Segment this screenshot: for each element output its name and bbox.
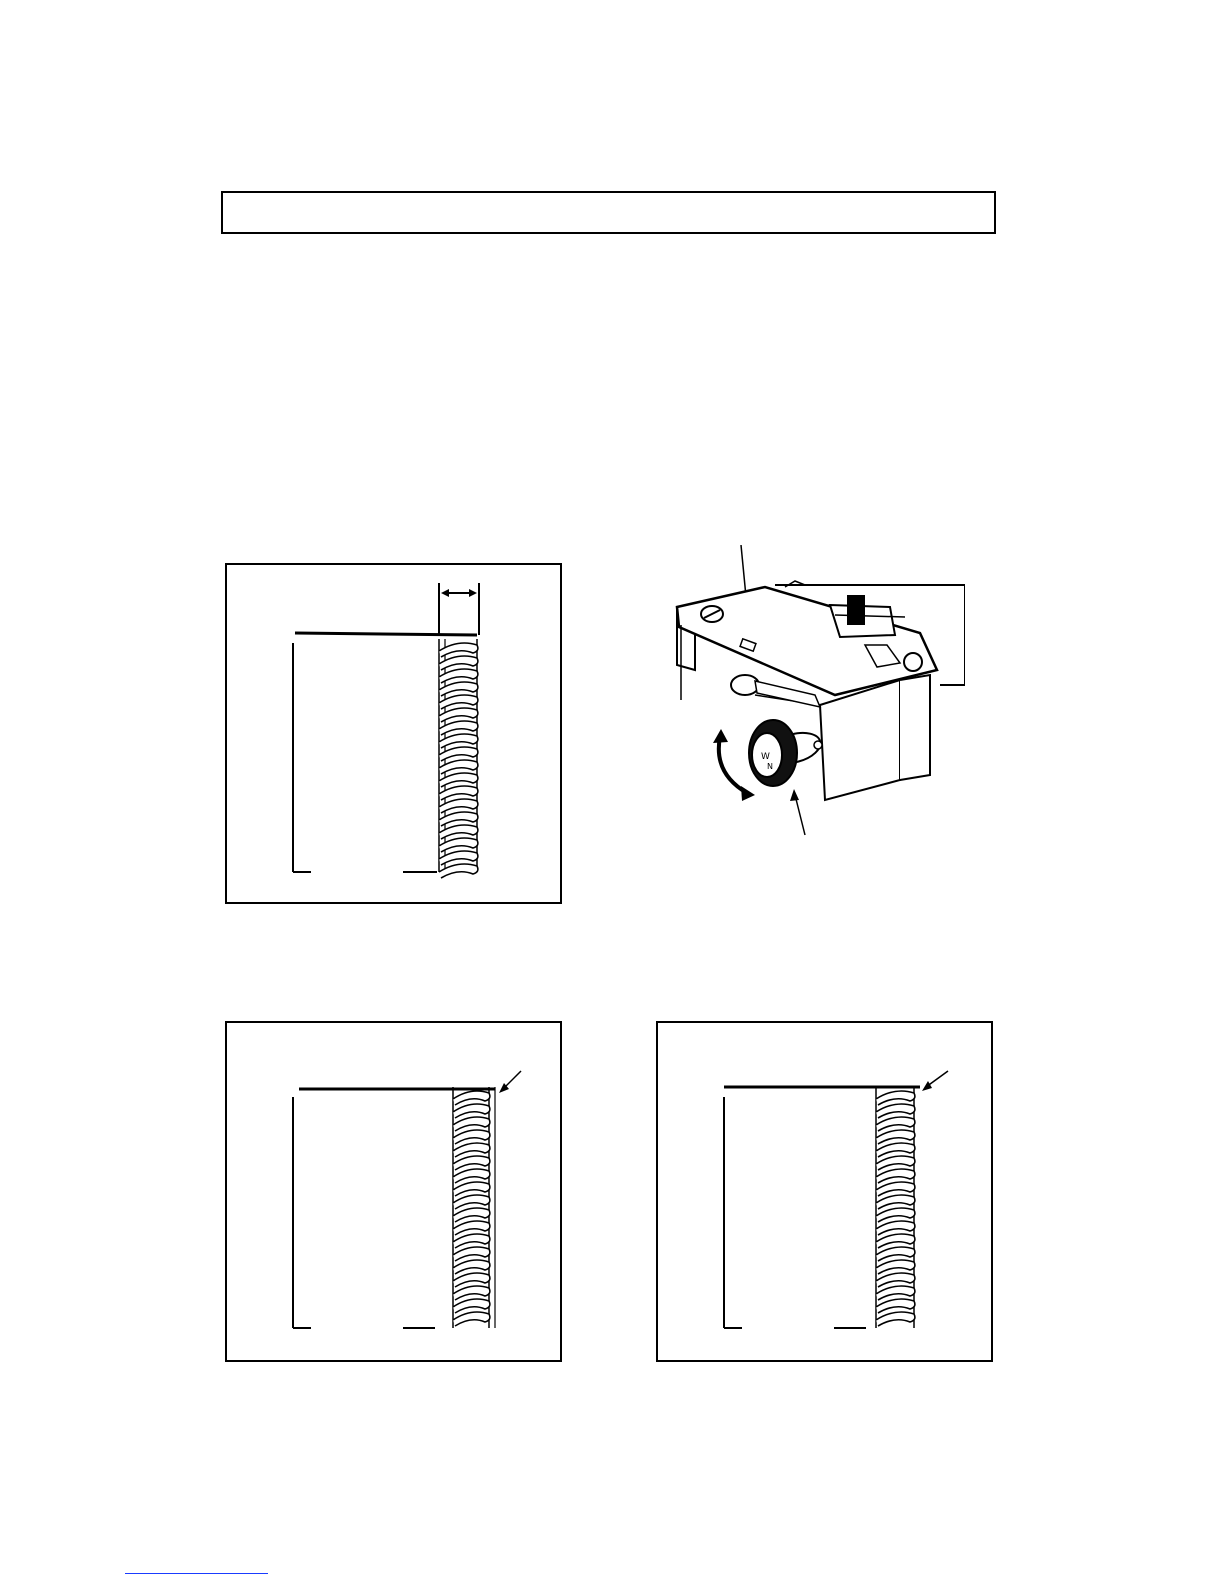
machine-drawing (655, 545, 965, 845)
section-header-box (221, 191, 996, 234)
pointer-arrow-icon (922, 1071, 948, 1091)
svg-text:N: N (767, 762, 773, 771)
figure-edge-narrow (225, 1021, 562, 1362)
section-title (223, 193, 994, 232)
stitch-edge-icon (439, 639, 478, 878)
rotate-arrow-icon (713, 729, 755, 801)
edge-narrow-diagram (227, 1023, 560, 1360)
pointer-arrow-icon (499, 1071, 521, 1093)
figure-edge-wide (656, 1021, 993, 1362)
footer-link-underline[interactable] (125, 1573, 268, 1574)
width-arrow-icon (439, 583, 479, 635)
adjustment-knob-icon (749, 720, 824, 786)
figure-machine-knob (655, 545, 965, 845)
stitch-edge-icon (453, 1087, 495, 1328)
stitch-edge-icon (876, 1087, 915, 1328)
svg-text:W: W (761, 752, 770, 762)
stitch-width-diagram (227, 565, 560, 902)
figure-stitch-width (225, 563, 562, 904)
edge-wide-diagram (658, 1023, 991, 1360)
